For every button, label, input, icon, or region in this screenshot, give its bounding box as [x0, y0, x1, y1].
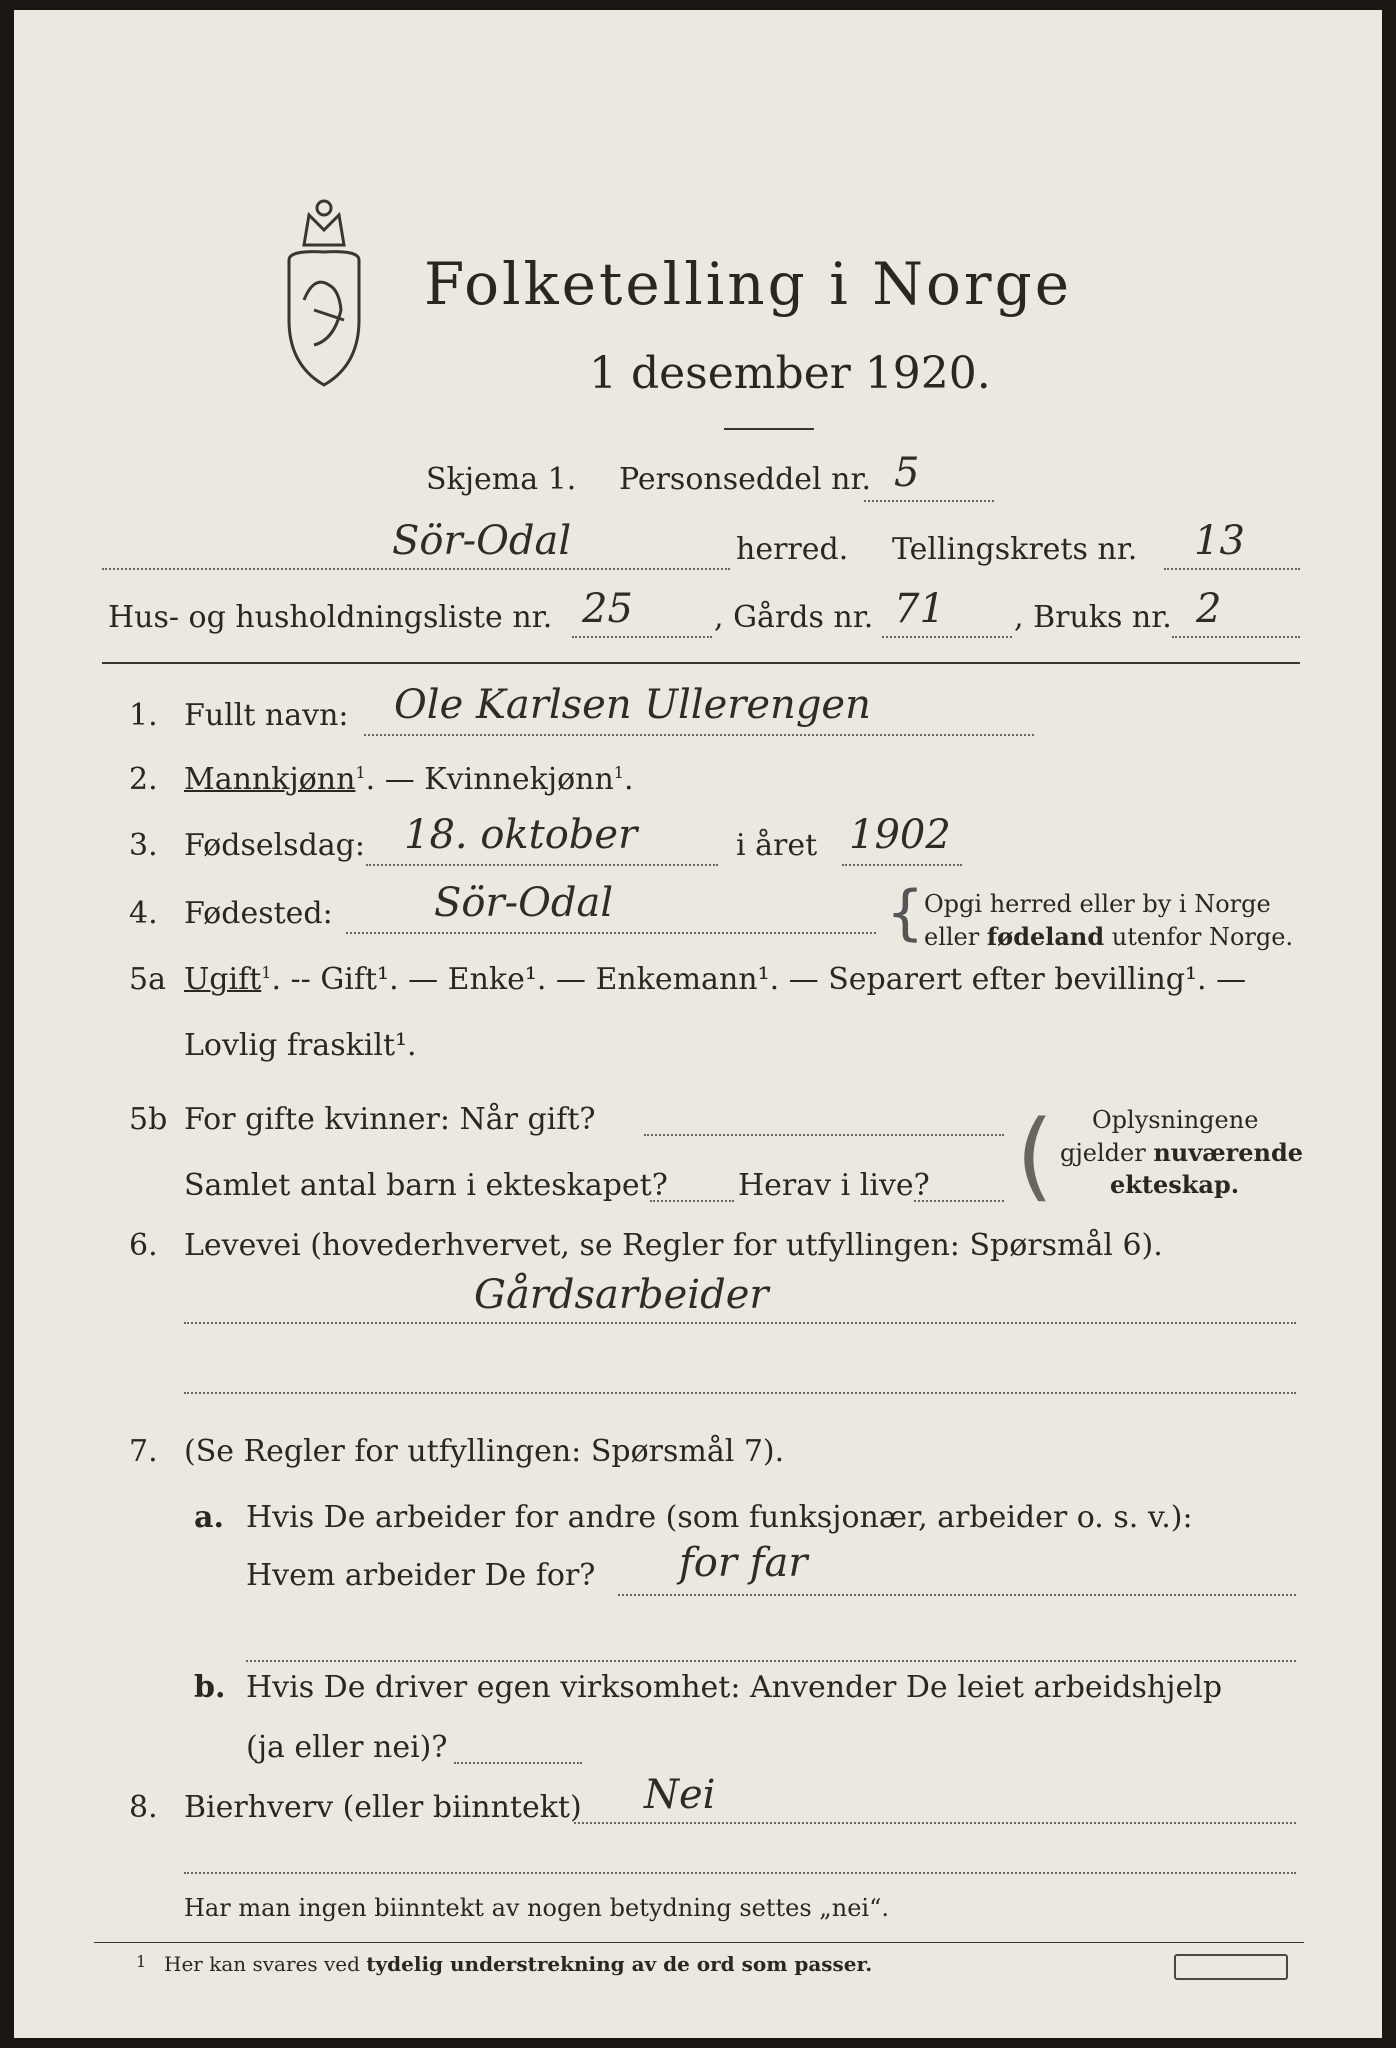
husholdningsliste-value: 25: [582, 586, 633, 632]
q5b-note2: gjelder nuværende: [1060, 1138, 1304, 1167]
tellingskrets-line: [1164, 568, 1300, 570]
form-date: 1 desember 1920.: [589, 348, 991, 399]
q4-label: Fødested:: [184, 896, 333, 931]
employer-value: for far: [679, 1540, 808, 1586]
q7a-number: a.: [194, 1500, 224, 1535]
q8-extra-line: [184, 1872, 1296, 1874]
q8-line: [574, 1822, 1296, 1824]
q2-separator: . —: [365, 762, 425, 797]
skjema-label: Skjema 1.: [426, 462, 577, 497]
full-name-value: Ole Karlsen Ullerengen: [394, 682, 871, 728]
q3-number: 3.: [129, 828, 158, 863]
secondary-income-value: Nei: [644, 1772, 716, 1818]
aret-label: i året: [736, 828, 818, 863]
occupation-value: Gårdsarbeider: [474, 1272, 769, 1318]
q7-label: (Se Regler for utfyllingen: Spørsmål 7).: [184, 1434, 785, 1469]
footnote-separator: [94, 1942, 1304, 1943]
q5b-label2: Samlet antal barn i ekteskapet?: [184, 1168, 668, 1203]
q4-number: 4.: [129, 896, 158, 931]
q4-note-line1: Opgi herred eller by i Norge: [924, 890, 1271, 918]
form-title: Folketelling i Norge: [424, 250, 1073, 318]
kvinnekjonn-option: Kvinnekjønn: [424, 762, 614, 797]
q4-line: [346, 932, 876, 934]
q7a-line1: Hvis De arbeider for andre (som funksjonær, arbeider o. s. v.):: [246, 1500, 1193, 1535]
q7a-line2: Hvem arbeider De for?: [246, 1558, 596, 1593]
bruks-label: , Bruks nr.: [1014, 600, 1172, 635]
q5a-civil-status: Ugift$^1$. -- Gift¹. — Enke¹. — Enkemann¹. — Separert efter bevilling¹. —: [184, 962, 1247, 997]
q6-line2: [184, 1392, 1296, 1394]
bottom-note: Har man ingen biinntekt av nogen betydning settes „nei“.: [184, 1894, 889, 1922]
q7b-line2: (ja eller nei)?: [246, 1730, 448, 1765]
q5b-brace: (: [1016, 1100, 1054, 1212]
birthyear-value: 1902: [849, 812, 951, 858]
q7a-answer-line: [618, 1594, 1296, 1596]
q1-number: 1.: [129, 698, 158, 733]
q5b-label1: For gifte kvinner: Når gift?: [184, 1102, 596, 1137]
title-divider: [724, 428, 814, 430]
personseddel-line: [864, 500, 994, 502]
ugift-option: Ugift: [184, 962, 262, 997]
q8-label: Bierhverv (eller biinntekt): [184, 1790, 582, 1825]
q5a-other-options: . -- Gift¹. — Enke¹. — Enkemann¹. — Separert efter bevilling¹. —: [271, 962, 1247, 997]
bruks-value: 2: [1196, 586, 1222, 632]
census-form: [14, 10, 1382, 2038]
q5b-number: 5b: [129, 1102, 168, 1137]
gards-label: , Gårds nr.: [714, 600, 874, 635]
q5b-note1: Oplysningene: [1092, 1106, 1259, 1134]
mannkjonn-option: Mannkjønn: [184, 762, 356, 797]
q2-end: .: [623, 762, 634, 797]
herred-value: Sör-Odal: [392, 518, 572, 564]
q7b-line: [454, 1762, 582, 1764]
aret-line: [842, 864, 962, 866]
q5b-label3: Herav i live?: [738, 1168, 930, 1203]
personseddel-label: Personseddel nr.: [619, 462, 872, 497]
q4-note-line2: eller fødeland utenfor Norge.: [924, 922, 1294, 951]
q5b-line2: [650, 1200, 734, 1202]
q7-number: 7.: [129, 1434, 158, 1469]
coat-of-arms-emblem: [269, 190, 379, 390]
q6-label: Levevei (hovederhvervet, se Regler for utfyllingen: Spørsmål 6).: [184, 1228, 1163, 1263]
printer-stamp: [1174, 1954, 1288, 1980]
husholdningsliste-label: Hus- og husholdningsliste nr.: [108, 600, 553, 635]
tellingskrets-value: 13: [1194, 518, 1245, 564]
q5b-note3: ekteskap.: [1110, 1170, 1240, 1199]
birthplace-value: Sör-Odal: [434, 880, 614, 926]
header-separator: [102, 662, 1300, 664]
q6-number: 6.: [129, 1228, 158, 1263]
q1-line: [364, 734, 1034, 736]
bruks-line: [1172, 636, 1300, 638]
birthdate-value: 18. oktober: [404, 812, 638, 858]
q5b-line3: [914, 1200, 1004, 1202]
q5a-line2: Lovlig fraskilt¹.: [184, 1028, 417, 1063]
herred-line: [102, 568, 730, 570]
q7b-number: b.: [194, 1670, 226, 1705]
q3-label: Fødselsdag:: [184, 828, 365, 863]
q3-line: [366, 864, 718, 866]
q1-label: Fullt navn:: [184, 698, 349, 733]
husholdningsliste-line: [572, 636, 712, 638]
personseddel-value: 5: [894, 450, 920, 496]
q2-sex: Mannkjønn$^1$. — Kvinnekjønn$^1$.: [184, 762, 634, 797]
gards-line: [882, 636, 1012, 638]
gards-value: 71: [894, 586, 945, 632]
herred-label: herred.: [736, 532, 849, 567]
q7b-line1: Hvis De driver egen virksomhet: Anvender De leiet arbeidshjelp: [246, 1670, 1223, 1705]
q5a-number: 5a: [129, 962, 166, 997]
q6-line1: [184, 1322, 1296, 1324]
q5b-line1: [644, 1134, 1004, 1136]
q7a-extra-line: [246, 1660, 1296, 1662]
footnote-text: Her kan svares ved tydelig understrekning av de ord som passer.: [164, 1952, 873, 1976]
q8-number: 8.: [129, 1790, 158, 1825]
q4-brace: {: [886, 878, 925, 948]
tellingskrets-label: Tellingskrets nr.: [892, 532, 1138, 567]
q2-number: 2.: [129, 762, 158, 797]
footnote-mark: 1: [136, 1952, 147, 1971]
